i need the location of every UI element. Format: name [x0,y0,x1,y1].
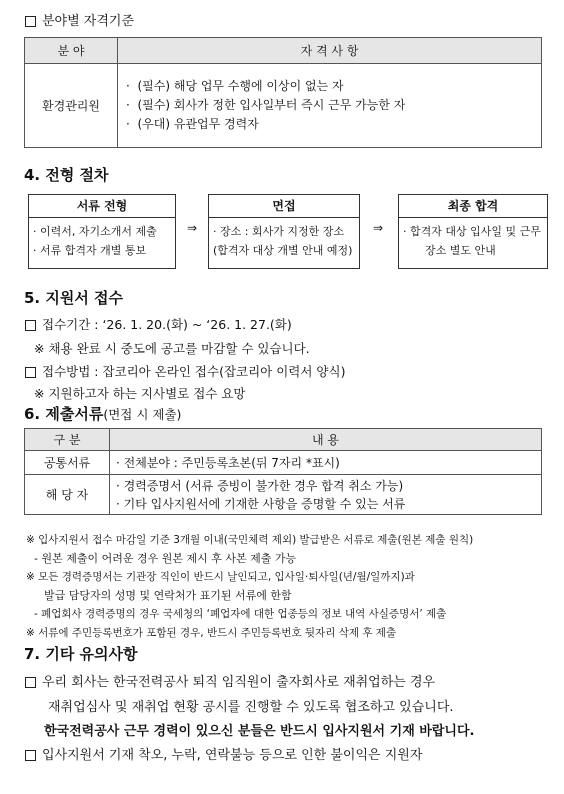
checkbox-icon [25,16,36,27]
step-final-pass [398,194,548,269]
table-header-content: 내 용 [110,429,542,451]
documents-table [24,428,542,515]
application-period: 접수기간 : ‘26. 1. 20.(화) ~ ‘26. 1. 27.(화) [25,315,292,333]
note-line: ※ 입사지원서 접수 마감일 기준 3개월 이내(국민체력 제외) 발급받은 서류로 제출(원본 제출 원칙) [26,534,474,546]
qualification-table [24,37,542,148]
checkbox-icon [25,677,36,688]
application-method: 접수방법 : 잡코리아 온라인 접수(잡코리아 이력서 양식) [25,362,345,380]
notice-paragraph-1-line2: 재취업심사 및 재취업 현황 공시를 진행할 수 있도록 협조하고 있습니다. [48,700,454,715]
qual-item: · (우대) 유관업무 경력자 [126,117,259,131]
step-line: · 이력서, 자기소개서 제출 [33,225,157,238]
section4-title: 4. 전형 절차 [24,166,109,184]
doc-content-cell [110,475,542,515]
note-line: - 폐업회사 경력증명의 경우 국세청의 ‘폐업자에 대한 업종등의 정보 내역 사실증명서’ 제출 [34,608,447,620]
field-cell: 환경관리원 [25,64,118,148]
double-arrow-icon: ⇒ [187,221,198,235]
step-document-screening [28,194,176,269]
period-note: ※ 채용 완료 시 중도에 공고를 마감할 수 있습니다. [34,341,310,356]
step-line: (합격자 대상 개별 안내 예정) [213,244,353,257]
note-line: 발급 담당자의 성명 및 연락처가 표기된 서류에 한함 [44,588,292,602]
notice-paragraph-2: 입사지원서 기재 착오, 누락, 연락불능 등으로 인한 불이익은 지원자 [25,744,422,763]
qual-item: · (필수) 회사가 정한 입사일부터 즉시 근무 가능한 자 [126,98,406,112]
qual-item: · (필수) 해당 업무 수행에 이상이 없는 자 [126,79,344,93]
section6-title: 6. 제출서류(면접 시 제출) [24,405,182,423]
notice-bold-line: 한국전력공사 근무 경력이 있으신 분들은 반드시 입사지원서 기재 바랍니다. [44,724,475,739]
doc-content-cell: · 전체분야 : 주민등록초본(뒤 7자리 *표시) [110,451,542,475]
method-note: ※ 지원하고자 하는 지사별로 접수 요망 [34,386,246,401]
doc-type-cell: 해 당 자 [25,475,110,515]
notice-paragraph-1: 우리 회사는 한국전력공사 퇴직 임직원이 출자회사로 재취업하는 경우 [25,671,435,690]
double-arrow-icon: ⇒ [373,221,384,235]
checkbox-icon [25,750,36,761]
step-line: 장소 별도 안내 [425,244,496,257]
doc-line: · 기타 입사지원서에 기재한 사항을 증명할 수 있는 서류 [116,496,406,511]
step-interview [208,194,360,269]
step-line: · 장소 : 회사가 지정한 장소 [213,225,344,238]
doc-type-cell: 공통서류 [25,451,110,475]
note-line: ※ 서류에 주민등록번호가 포함된 경우, 반드시 주민등록번호 뒷자리 삭제 후 제출 [26,626,397,639]
step-line: · 합격자 대상 입사일 및 근무 [403,225,541,238]
step-title: 최종 합격 [399,195,547,218]
note-line: ※ 모든 경력증명서는 기관장 직인이 반드시 날인되고, 입사일·퇴사일(년/월/일까지)과 [26,571,415,583]
documents-notes [26,531,546,642]
step-line: · 서류 합격자 개별 통보 [33,244,147,257]
step-title: 면접 [209,195,359,218]
table-header-qual: 자 격 사 항 [118,38,542,64]
checkbox-icon [25,320,36,331]
table-header-field: 분 야 [25,38,118,64]
step-title: 서류 전형 [29,195,175,218]
qual-section-title: 분야별 자격기준 [42,14,135,29]
section5-title: 5. 지원서 접수 [24,289,124,307]
section7-title: 7. 기타 유의사항 [24,645,138,663]
doc-line: · 경력증명서 (서류 증빙이 불가한 경우 합격 취소 가능) [116,478,404,493]
qual-section-heading [25,10,134,29]
note-line: - 원본 제출이 어려운 경우 원본 제시 후 사본 제출 가능 [34,551,297,565]
table-header-type: 구 분 [25,429,110,451]
checkbox-icon [25,367,36,378]
qual-items-cell [118,64,542,148]
